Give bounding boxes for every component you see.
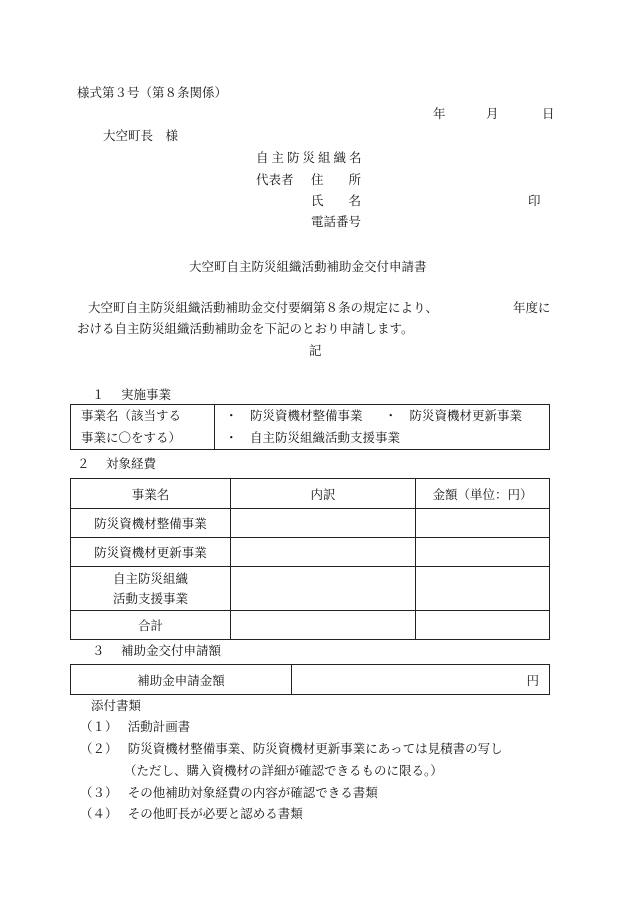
ki-heading: 記 xyxy=(309,343,322,358)
option-equipment-maintenance: ・ 防災資機材整備事業 xyxy=(225,408,363,423)
row-equipment-maintenance: 防災資機材整備事業 xyxy=(71,509,231,538)
attachment-item-3: （３） その他補助対象経費の内容が確認できる書類 xyxy=(80,785,378,800)
row-activity-support-line1: 自主防災組織 xyxy=(112,570,188,586)
project-options-cell xyxy=(215,405,550,450)
project-label-line1: 事業名（該当する xyxy=(81,408,182,423)
table-row xyxy=(71,611,550,640)
date-month: 月 xyxy=(486,106,499,121)
name-label: 氏 名 xyxy=(311,193,362,208)
breakdown-cell[interactable] xyxy=(231,567,416,611)
row-activity-support-line2: 活動支援事業 xyxy=(112,590,188,606)
breakdown-cell[interactable] xyxy=(231,509,416,538)
addressee: 大空町長 様 xyxy=(103,128,179,143)
row-activity-support xyxy=(71,567,231,611)
address-label: 住 所 xyxy=(311,172,362,187)
project-label-line2: 事業に〇をする） xyxy=(81,430,182,445)
attachments-heading: 添付書類 xyxy=(91,698,142,713)
option-activity-support: ・ 自主防災組織活動支援事業 xyxy=(225,430,401,445)
section1-heading: １ 実施事業 xyxy=(92,387,171,402)
attachment-item-1: （１） 活動計画書 xyxy=(80,719,191,734)
seal-mark: 印 xyxy=(528,193,541,208)
table-row xyxy=(71,538,550,567)
body-fiscal-year: 年度に xyxy=(513,300,551,315)
amount-cell[interactable] xyxy=(416,567,550,611)
row-equipment-renewal: 防災資機材更新事業 xyxy=(71,538,231,567)
section3-heading: ３ 補助金交付申請額 xyxy=(92,643,221,658)
form-number: 様式第３号（第８条関係） xyxy=(77,85,228,100)
breakdown-cell[interactable] xyxy=(231,611,416,640)
date-day: 日 xyxy=(542,106,555,121)
header-project: 事業名 xyxy=(71,479,231,509)
header-breakdown: 内訳 xyxy=(231,479,416,509)
expense-table xyxy=(70,478,550,640)
row-total: 合計 xyxy=(71,611,231,640)
subsidy-amount-value[interactable] xyxy=(292,665,550,695)
header-amount: 金額（単位：円） xyxy=(416,479,550,509)
attachment-item-2: （２） 防災資機材整備事業、防災資機材更新事業にあっては見積書の写し xyxy=(80,741,503,756)
amount-cell[interactable] xyxy=(416,538,550,567)
project-label-cell xyxy=(71,405,215,450)
representative-label: 代表者 xyxy=(256,172,294,187)
document-title: 大空町自主防災組織活動補助金交付申請書 xyxy=(189,259,427,274)
body-line-1: 大空町自主防災組織活動補助金交付要綱第８条の規定により、 xyxy=(88,300,439,315)
org-name-label: 自主防災組織名 xyxy=(256,150,365,165)
section2-heading: ２ 対象経費 xyxy=(77,456,156,471)
date-year: 年 xyxy=(433,106,446,121)
table-row xyxy=(71,509,550,538)
phone-label: 電話番号 xyxy=(311,214,362,229)
yen-unit: 円 xyxy=(526,672,539,688)
body-line-2: おける自主防災組織活動補助金を下記のとおり申請します。 xyxy=(77,321,414,336)
breakdown-cell[interactable] xyxy=(231,538,416,567)
section1-table xyxy=(70,404,550,450)
subsidy-amount-label: 補助金申請金額 xyxy=(71,665,292,695)
attachment-item-2-note: （ただし、購入資機材の詳細が確認できるものに限る。） xyxy=(124,763,443,778)
option-equipment-renewal: ・ 防災資機材更新事業 xyxy=(384,408,523,423)
amount-cell[interactable] xyxy=(416,509,550,538)
amount-cell[interactable] xyxy=(416,611,550,640)
attachment-item-4: （４） その他町長が必要と認める書類 xyxy=(80,806,303,821)
table-row xyxy=(71,567,550,611)
subsidy-amount-table xyxy=(70,664,550,695)
